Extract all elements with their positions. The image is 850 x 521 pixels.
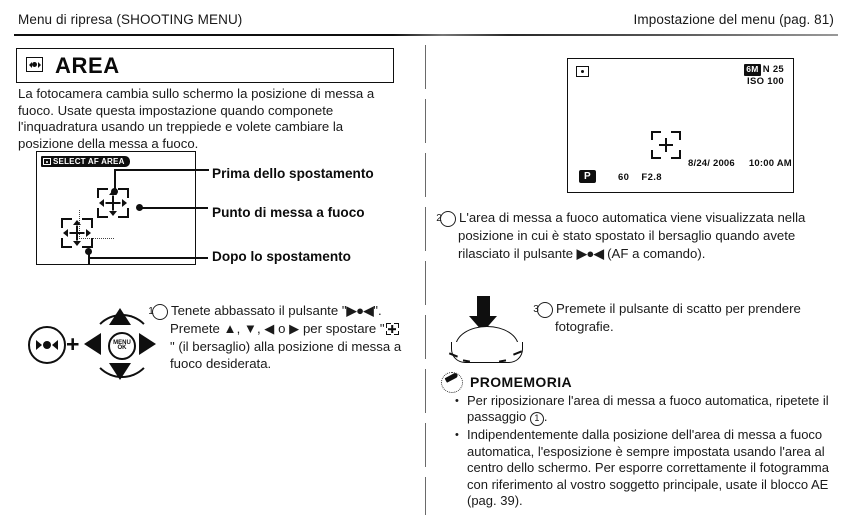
step-1-line1-b: ".: [373, 303, 382, 318]
memo-items: [452, 393, 836, 509]
lcd-quality-row: [744, 64, 784, 76]
step-2-line4: comando).: [643, 245, 706, 261]
pen-nib: [445, 372, 459, 383]
callout-label-before: Prima dello spostamento: [212, 166, 374, 181]
section-header-box: [16, 48, 394, 83]
pad-hub-label: MENU OK: [108, 332, 136, 360]
step-1-line2-end: per: [299, 321, 323, 336]
lcd-date: 8/24/ 2006: [688, 158, 735, 169]
callout-dot-1: [111, 188, 118, 195]
af-button-right-triangle: [36, 340, 42, 350]
bracket-top-right: [671, 131, 681, 140]
af-area-icon-dot: [32, 62, 37, 67]
lcd-aperture: F2.8: [641, 172, 662, 183]
bracket-top-left: [61, 218, 72, 228]
step-1-number: 1: [152, 304, 168, 320]
step-2-text: [436, 209, 836, 262]
page-header-right: Impostazione del menu (pag. 81): [633, 12, 834, 27]
arrow-right-glyph: ▶: [289, 321, 300, 336]
osd-select-af-area-tag: [41, 156, 130, 167]
arrow-down-glyph: ▼: [243, 321, 257, 336]
memo-list: [452, 393, 836, 510]
af-button-glyph: ▶●◀: [576, 245, 604, 261]
crosshair-vertical: [76, 226, 78, 241]
section-title: AREA: [55, 53, 120, 78]
four-way-pad-icon: [84, 308, 156, 380]
callout-label-after: Dopo lo spostamento: [212, 249, 351, 264]
callout-dot-2: [136, 204, 143, 211]
lcd-datetime: [688, 158, 792, 169]
lcd-screen-illustration: [567, 58, 794, 193]
step-2-line2: nella posizione in cui è stato spostato il bersaglio: [458, 210, 806, 243]
af-button-dot: [43, 341, 51, 349]
memo-item: [466, 393, 836, 426]
arrow-up-icon: [73, 220, 81, 225]
arrow-up-glyph: ▲: [223, 321, 237, 336]
focus-marker-after: [61, 218, 93, 248]
lcd-quality-chip: 6M: [746, 64, 759, 74]
step-2-line1: L'area di messa a fuoco automatica viene visualizzata: [459, 210, 774, 225]
arrow-right-icon: [86, 229, 91, 237]
af-area-icon-right-triangle: [38, 62, 41, 68]
bracket-top-right: [82, 218, 93, 228]
step-1-line3-a: spostare ": [325, 321, 385, 336]
lcd-shutter-speed: 60: [618, 172, 630, 183]
camera-body-outline: [451, 342, 523, 363]
step-1-line4: posizione di messa a fuoco: [170, 338, 402, 371]
crosshair-vertical: [665, 138, 667, 152]
bracket-bottom-left: [651, 150, 661, 159]
column-divider: [425, 45, 426, 515]
bracket-bottom-right: [671, 150, 681, 159]
arrow-down-icon: [73, 241, 81, 246]
shutter-button-illustration: [447, 296, 525, 370]
memo-item: [466, 427, 836, 509]
bracket-top-left: [651, 131, 661, 140]
step-1-or: o: [274, 321, 290, 336]
macro-icon: [576, 66, 589, 77]
lcd-status-top-right: [744, 64, 784, 87]
lcd-quality-mode: N: [762, 64, 770, 75]
step-3-line2: fotografie.: [555, 319, 614, 334]
lcd-exposure-values: [618, 172, 662, 183]
memo-step-ref: 1: [530, 412, 544, 426]
af-button-left-triangle: [52, 340, 58, 350]
osd-tag-label: SELECT AF AREA: [53, 157, 125, 166]
step-2-number: 2: [440, 211, 456, 227]
step-3-number: 3: [537, 302, 553, 318]
pad-arrow-up-icon: [109, 308, 131, 325]
arrow-left-glyph: ◀: [264, 321, 275, 336]
lcd-shots-remaining: 25: [772, 64, 784, 75]
memo-item-text-after: .: [543, 409, 548, 425]
callout-leader-2: [140, 207, 208, 209]
lcd-iso: ISO 100: [747, 75, 784, 87]
bracket-top-right: [118, 188, 129, 198]
step-1-line2-a: Premete: [170, 321, 224, 336]
callout-leader-3-horizontal: [88, 257, 208, 259]
macro-icon-dot: [581, 70, 585, 74]
af-target-icon: [651, 131, 681, 159]
callout-dot-3: [85, 248, 92, 255]
bracket-top-left: [97, 188, 108, 198]
step-1-line1-a: Tenete abbassato il pulsante ": [171, 303, 347, 318]
press-arrow-stem: [477, 296, 490, 318]
step-3-text: [533, 300, 837, 336]
intro-paragraph: La fotocamera cambia sullo schermo la posizione di messa a fuoco. Usate questa impostazione quando componete l'inquadratura usando un treppiede e volete cambiare la posizione della messa a fuoco.: [18, 86, 375, 151]
target-inline-icon: [386, 323, 399, 335]
bracket-bottom-left: [97, 208, 108, 218]
plus-symbol: +: [66, 331, 80, 357]
crosshair-vertical: [112, 196, 114, 211]
step-1-sep1: ,: [236, 321, 244, 336]
step-1-text: [148, 302, 404, 373]
step-1-sep2: ,: [256, 321, 265, 336]
arrow-left-icon: [99, 199, 104, 207]
memo-pen-icon: [441, 372, 463, 393]
step-1-line3-b: " (il bersaglio) alla: [170, 338, 275, 354]
af-area-icon-left-triangle: [29, 62, 32, 68]
bracket-bottom-right: [118, 208, 129, 218]
lcd-exposure-mode-badge: P: [579, 170, 596, 183]
step-2-line3-b: (AF a: [603, 245, 640, 261]
arrow-left-icon: [63, 229, 68, 237]
af-button-glyph: ▶●◀: [346, 303, 374, 318]
callout-leader-1-horizontal: [114, 169, 209, 171]
bracket-bottom-right: [82, 238, 93, 248]
af-area-icon: [26, 57, 43, 72]
header-divider-rule: [14, 34, 838, 36]
pad-arrow-left-icon: [84, 333, 101, 355]
step-3-line1: Premete il pulsante di scatto per prendere: [556, 301, 801, 316]
memo-item-text: Per riposizionare l'area di messa a fuoco automatica, ripetete il passaggio: [467, 393, 829, 425]
memo-title: PROMEMORIA: [470, 374, 572, 390]
callout-label-focus-point: Punto di messa a fuoco: [212, 205, 365, 220]
memo-item-text: Indipendentemente dalla posizione dell'area di messa a fuoco automatica, l'esposizione è sempre impostata usando l'area al centro dello schermo. Per esporre correttamente il fotogramma con riferimento al vostro soggetto principale, usate il blocco AE (pag. 39).: [467, 427, 829, 509]
page-header-left: Menu di ripresa (SHOOTING MENU): [18, 12, 243, 27]
step-1-line5: desiderata.: [205, 356, 272, 371]
af-lock-button-icon: [28, 326, 66, 364]
step-2-line3-a: quando avete rilasciato il pulsante: [458, 228, 796, 261]
osd-tag-icon: [43, 158, 51, 165]
arrow-right-icon: [122, 199, 127, 207]
arrow-down-icon: [109, 211, 117, 216]
pad-arrow-down-icon: [109, 363, 131, 380]
bracket-bottom-left: [61, 238, 72, 248]
lcd-time: 10:00 AM: [748, 158, 792, 169]
